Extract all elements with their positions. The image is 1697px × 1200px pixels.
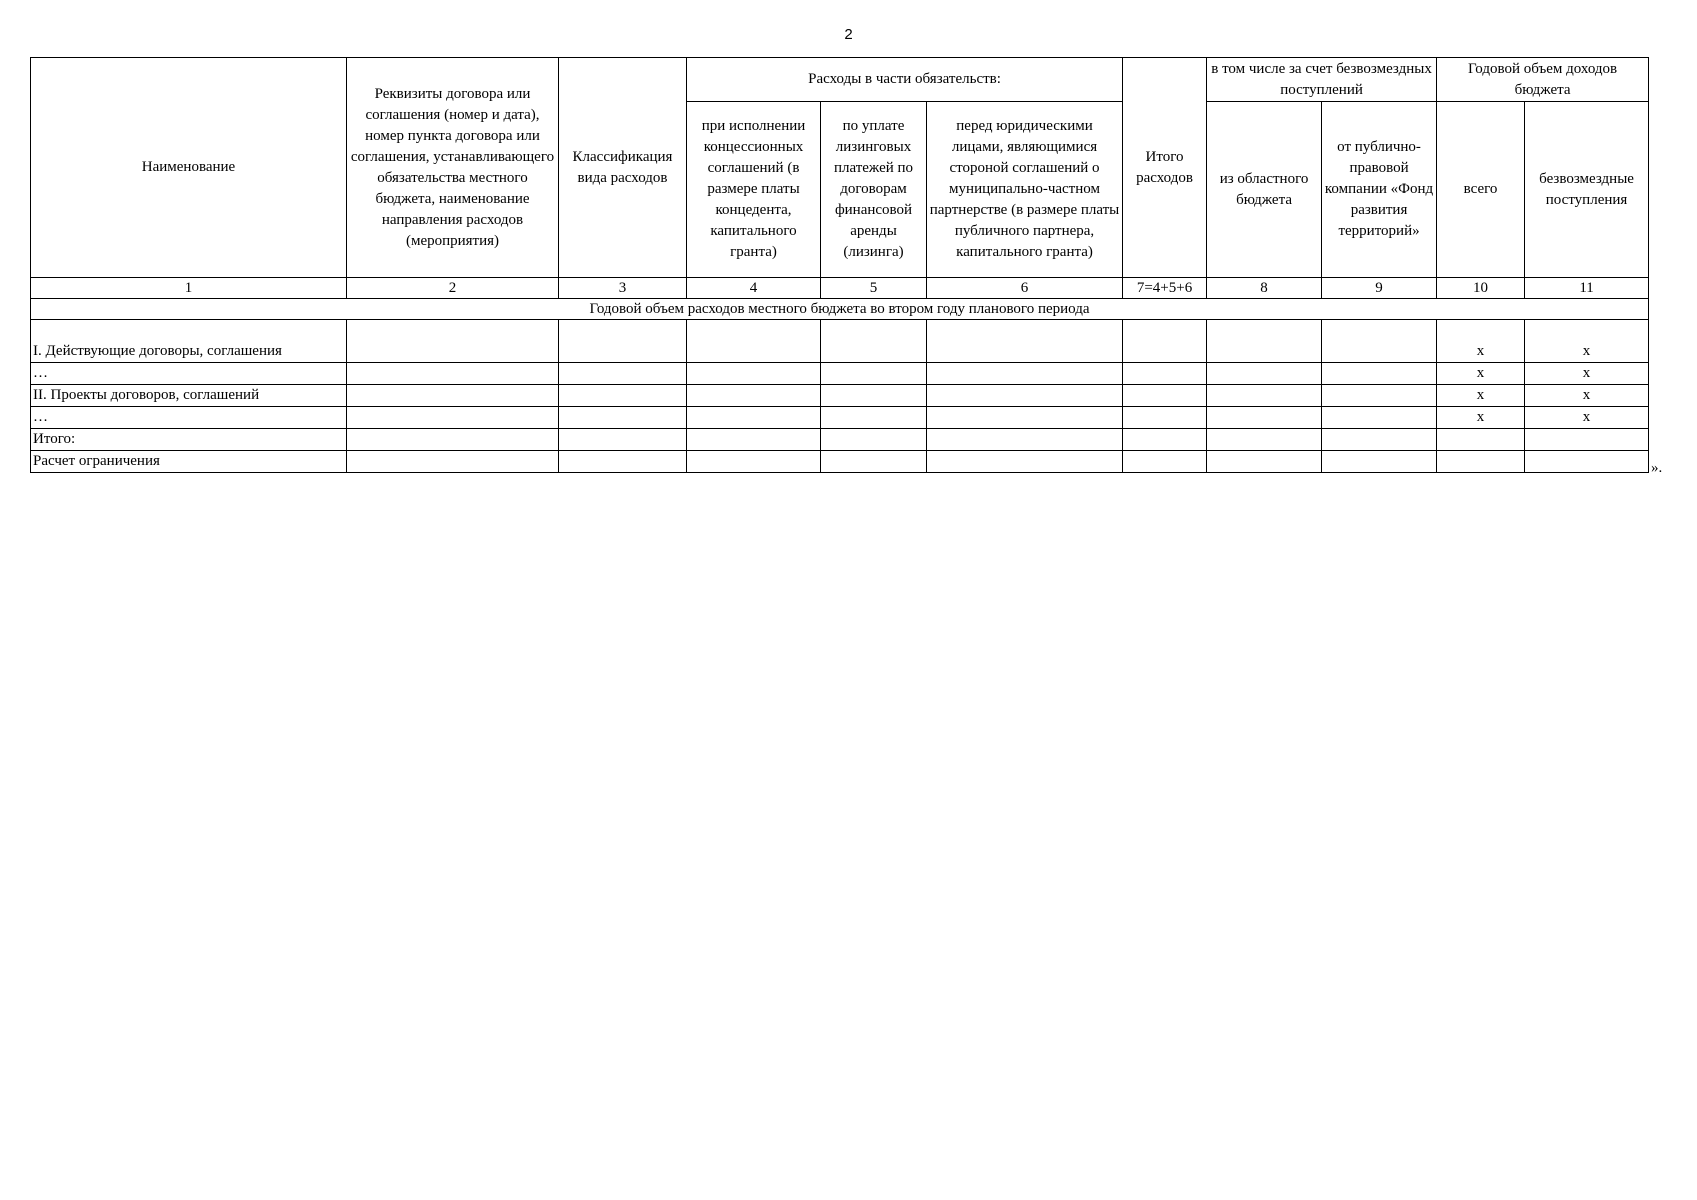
column-number: 4 xyxy=(687,278,821,299)
table-row xyxy=(31,385,1649,407)
table-cell xyxy=(927,429,1123,451)
row-label: Расчет ограничения xyxy=(31,451,347,473)
table-cell xyxy=(687,385,821,407)
table-cell xyxy=(821,451,927,473)
table-cell xyxy=(1207,429,1322,451)
table-cell xyxy=(821,385,927,407)
table-cell xyxy=(347,407,559,429)
header-total-expenses: Итого расходов xyxy=(1123,58,1207,278)
header-name: Наименование xyxy=(31,58,347,278)
column-number: 2 xyxy=(347,278,559,299)
header-income-gratuitous: безвозмездные поступления xyxy=(1525,102,1649,278)
table-cell xyxy=(687,451,821,473)
table-cell xyxy=(927,363,1123,385)
column-number: 9 xyxy=(1322,278,1437,299)
table-cell xyxy=(927,451,1123,473)
row-label: … xyxy=(31,363,347,385)
header-group-expenses: Расходы в части обязательств: xyxy=(687,58,1123,102)
table-cell xyxy=(1207,320,1322,363)
header-contract-details: Реквизиты договора или соглашения (номер и дата), номер пункта договора или соглашения, устанавливающего обязательства местного бюджета, наименование направления расходов (мероприятия) xyxy=(347,58,559,278)
table-cell xyxy=(1123,320,1207,363)
table-cell xyxy=(821,320,927,363)
table-cell xyxy=(1123,407,1207,429)
closing-quote-mark: ». xyxy=(1651,460,1663,476)
income-total-cell xyxy=(1437,429,1525,451)
table-cell xyxy=(1207,451,1322,473)
income-total-cell xyxy=(1437,451,1525,473)
table-cell xyxy=(347,451,559,473)
header-row-top xyxy=(31,58,1649,102)
income-total-cell: х xyxy=(1437,385,1525,407)
table-cell xyxy=(347,320,559,363)
column-number: 10 xyxy=(1437,278,1525,299)
income-gratuitous-cell: х xyxy=(1525,385,1649,407)
table-cell xyxy=(821,407,927,429)
budget-obligations-table xyxy=(30,57,1649,473)
table-cell xyxy=(1322,451,1437,473)
table-cell xyxy=(559,429,687,451)
income-gratuitous-cell xyxy=(1525,451,1649,473)
table-cell xyxy=(1207,407,1322,429)
table-cell xyxy=(1123,385,1207,407)
table-cell xyxy=(559,320,687,363)
table-row xyxy=(31,320,1649,363)
income-total-cell: х xyxy=(1437,363,1525,385)
header-income-total: всего xyxy=(1437,102,1525,278)
table-cell xyxy=(1322,363,1437,385)
section-title: Годовой объем расходов местного бюджета во втором году планового периода xyxy=(31,299,1649,320)
header-group-income: Годовой объем доходов бюджета xyxy=(1437,58,1649,102)
section-row xyxy=(31,299,1649,320)
column-number: 6 xyxy=(927,278,1123,299)
header-regional-budget: из областного бюджета xyxy=(1207,102,1322,278)
table-cell xyxy=(687,407,821,429)
table-cell xyxy=(821,429,927,451)
table-cell xyxy=(559,451,687,473)
income-gratuitous-cell: х xyxy=(1525,363,1649,385)
row-label: II. Проекты договоров, соглашений xyxy=(31,385,347,407)
table-row xyxy=(31,429,1649,451)
table-row xyxy=(31,363,1649,385)
income-gratuitous-cell: х xyxy=(1525,320,1649,363)
column-number: 8 xyxy=(1207,278,1322,299)
table-cell xyxy=(1322,429,1437,451)
header-mpp: перед юридическими лицами, являющимися стороной соглашений о муниципально-частном партнерстве (в размере платы публичного партнера, капитального гранта) xyxy=(927,102,1123,278)
table-cell xyxy=(347,363,559,385)
income-gratuitous-cell: х xyxy=(1525,407,1649,429)
table-cell xyxy=(1123,363,1207,385)
income-gratuitous-cell xyxy=(1525,429,1649,451)
table-cell xyxy=(559,363,687,385)
table-cell xyxy=(927,320,1123,363)
income-total-cell: х xyxy=(1437,320,1525,363)
header-fund: от публично-правовой компании «Фонд развития территорий» xyxy=(1322,102,1437,278)
table-cell xyxy=(1123,429,1207,451)
header-group-gratuitous: в том числе за счет безвозмездных поступлений xyxy=(1207,58,1437,102)
row-label: I. Действующие договоры, соглашения xyxy=(31,320,347,363)
header-leasing: по уплате лизинговых платежей по договорам финансовой аренды (лизинга) xyxy=(821,102,927,278)
column-number: 11 xyxy=(1525,278,1649,299)
table-cell xyxy=(927,407,1123,429)
table-cell xyxy=(1123,451,1207,473)
table-cell xyxy=(347,385,559,407)
header-concession: при исполнении концессионных соглашений (в размере платы концедента, капитального гранта) xyxy=(687,102,821,278)
table-cell xyxy=(1207,385,1322,407)
row-label: Итого: xyxy=(31,429,347,451)
column-number: 5 xyxy=(821,278,927,299)
header-expense-classification: Классификация вида расходов xyxy=(559,58,687,278)
table-cell xyxy=(687,320,821,363)
table-cell xyxy=(927,385,1123,407)
table-cell xyxy=(347,429,559,451)
table-cell xyxy=(559,407,687,429)
column-number: 7=4+5+6 xyxy=(1123,278,1207,299)
table-cell xyxy=(821,363,927,385)
table-cell xyxy=(687,429,821,451)
column-number: 3 xyxy=(559,278,687,299)
table-cell xyxy=(1207,363,1322,385)
table-cell xyxy=(1322,385,1437,407)
page-number: 2 xyxy=(844,26,853,43)
column-number-row xyxy=(31,278,1649,299)
table-cell xyxy=(1322,320,1437,363)
table-cell xyxy=(559,385,687,407)
table-row xyxy=(31,407,1649,429)
table-cell xyxy=(1322,407,1437,429)
income-total-cell: х xyxy=(1437,407,1525,429)
table-cell xyxy=(687,363,821,385)
table-row xyxy=(31,451,1649,473)
column-number: 1 xyxy=(31,278,347,299)
row-label: … xyxy=(31,407,347,429)
